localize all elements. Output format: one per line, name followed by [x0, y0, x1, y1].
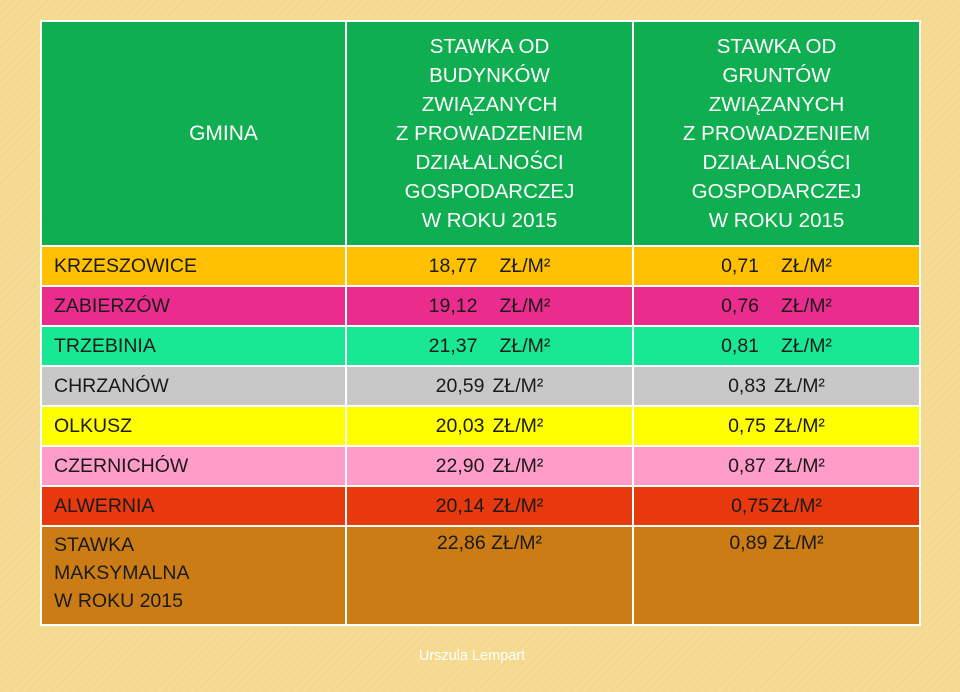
- buildings-rate: [346, 486, 633, 526]
- land-rate-value: 0,71: [721, 254, 760, 277]
- header-buildings-line: DZIAŁALNOŚCI: [415, 151, 564, 174]
- max-rate-label-line: MAKSYMALNA: [54, 562, 190, 584]
- municipality-name: ALWERNIA: [41, 486, 346, 526]
- buildings-rate-value: 18,77: [428, 254, 478, 277]
- buildings-rate: [346, 366, 633, 406]
- rate-unit: ZŁ/M²: [499, 334, 551, 357]
- max-rate-row: [41, 526, 920, 625]
- municipality-name: ZABIERZÓW: [41, 286, 346, 326]
- buildings-rate-value: 21,37: [428, 334, 478, 357]
- land-rate-value: 0,75: [731, 494, 770, 517]
- land-rate: [633, 246, 920, 286]
- table-row: [41, 326, 920, 366]
- land-rate-value: 0,75: [728, 414, 767, 437]
- buildings-rate: [346, 406, 633, 446]
- land-rate-value: 0,81: [721, 334, 760, 357]
- header-land: [633, 21, 920, 246]
- author-name: Urszula Lempart: [418, 648, 526, 664]
- header-gmina: GMINA: [41, 21, 346, 246]
- buildings-rate-value: 19,12: [428, 294, 478, 317]
- max-buildings-rate: 22,86 ZŁ/M²: [346, 526, 633, 625]
- rate-unit: ZŁ/M²: [492, 454, 544, 477]
- table-row: [41, 246, 920, 286]
- rate-unit: ZŁ/M²: [781, 254, 832, 277]
- land-rate: [633, 366, 920, 406]
- land-rate-value: 0,87: [728, 454, 767, 477]
- municipality-name: KRZESZOWICE: [41, 246, 346, 286]
- land-rate: [633, 446, 920, 486]
- table-row: [41, 406, 920, 446]
- header-land-line: GRUNTÓW: [722, 64, 831, 87]
- rate-unit: ZŁ/M²: [781, 294, 832, 317]
- municipality-name: TRZEBINIA: [41, 326, 346, 366]
- header-land-line: STAWKA OD: [716, 35, 837, 58]
- rate-unit: ZŁ/M²: [774, 454, 825, 477]
- header-land-line: ZWIĄZANYCH: [708, 93, 845, 116]
- municipality-name: CHRZANÓW: [41, 366, 346, 406]
- buildings-rate: [346, 246, 633, 286]
- buildings-rate-value: 20,03: [435, 414, 485, 437]
- table-row: [41, 286, 920, 326]
- header-buildings-line: GOSPODARCZEJ: [404, 180, 575, 203]
- header-buildings-line: Z PROWADZENIEM: [395, 122, 584, 145]
- max-rate-label-line: STAWKA: [54, 534, 135, 556]
- tax-rates-table: [40, 20, 921, 626]
- buildings-rate: [346, 286, 633, 326]
- rate-unit: ZŁ/M²: [499, 294, 551, 317]
- max-rate-label: [41, 526, 346, 625]
- rate-unit: ZŁ/M²: [492, 414, 544, 437]
- header-buildings-line: W ROKU 2015: [421, 209, 558, 232]
- rate-unit: ZŁ/M²: [774, 374, 825, 397]
- land-rate: [633, 286, 920, 326]
- land-rate: [633, 486, 920, 526]
- table-row: [41, 486, 920, 526]
- rate-unit: ZŁ/M²: [499, 254, 551, 277]
- max-rate-label-line: W ROKU 2015: [54, 590, 183, 612]
- header-land-line: GOSPODARCZEJ: [691, 180, 862, 203]
- rate-unit: ZŁ/M²: [781, 334, 832, 357]
- header-row: [41, 21, 920, 246]
- table-row: [41, 446, 920, 486]
- buildings-rate-value: 22,90: [435, 454, 485, 477]
- buildings-rate-value: 20,59: [435, 374, 485, 397]
- header-buildings-line: ZWIĄZANYCH: [421, 93, 558, 116]
- buildings-rate-value: 20,14: [435, 494, 485, 517]
- header-buildings-line: BUDYNKÓW: [429, 64, 550, 87]
- rate-unit: ZŁ/M²: [492, 374, 544, 397]
- rate-unit: ZŁ/M²: [771, 494, 822, 517]
- municipality-name: CZERNICHÓW: [41, 446, 346, 486]
- municipality-name: OLKUSZ: [41, 406, 346, 446]
- header-land-line: DZIAŁALNOŚCI: [702, 151, 851, 174]
- header-buildings-line: STAWKA OD: [429, 35, 550, 58]
- header-land-line: W ROKU 2015: [708, 209, 845, 232]
- buildings-rate: [346, 446, 633, 486]
- table-row: [41, 366, 920, 406]
- land-rate: [633, 326, 920, 366]
- header-land-line: Z PROWADZENIEM: [682, 122, 871, 145]
- land-rate-value: 0,76: [721, 294, 760, 317]
- rate-unit: ZŁ/M²: [774, 414, 825, 437]
- max-land-rate: 0,89 ZŁ/M²: [633, 526, 920, 625]
- buildings-rate: [346, 326, 633, 366]
- header-buildings: [346, 21, 633, 246]
- land-rate: [633, 406, 920, 446]
- rate-unit: ZŁ/M²: [492, 494, 544, 517]
- land-rate-value: 0,83: [728, 374, 767, 397]
